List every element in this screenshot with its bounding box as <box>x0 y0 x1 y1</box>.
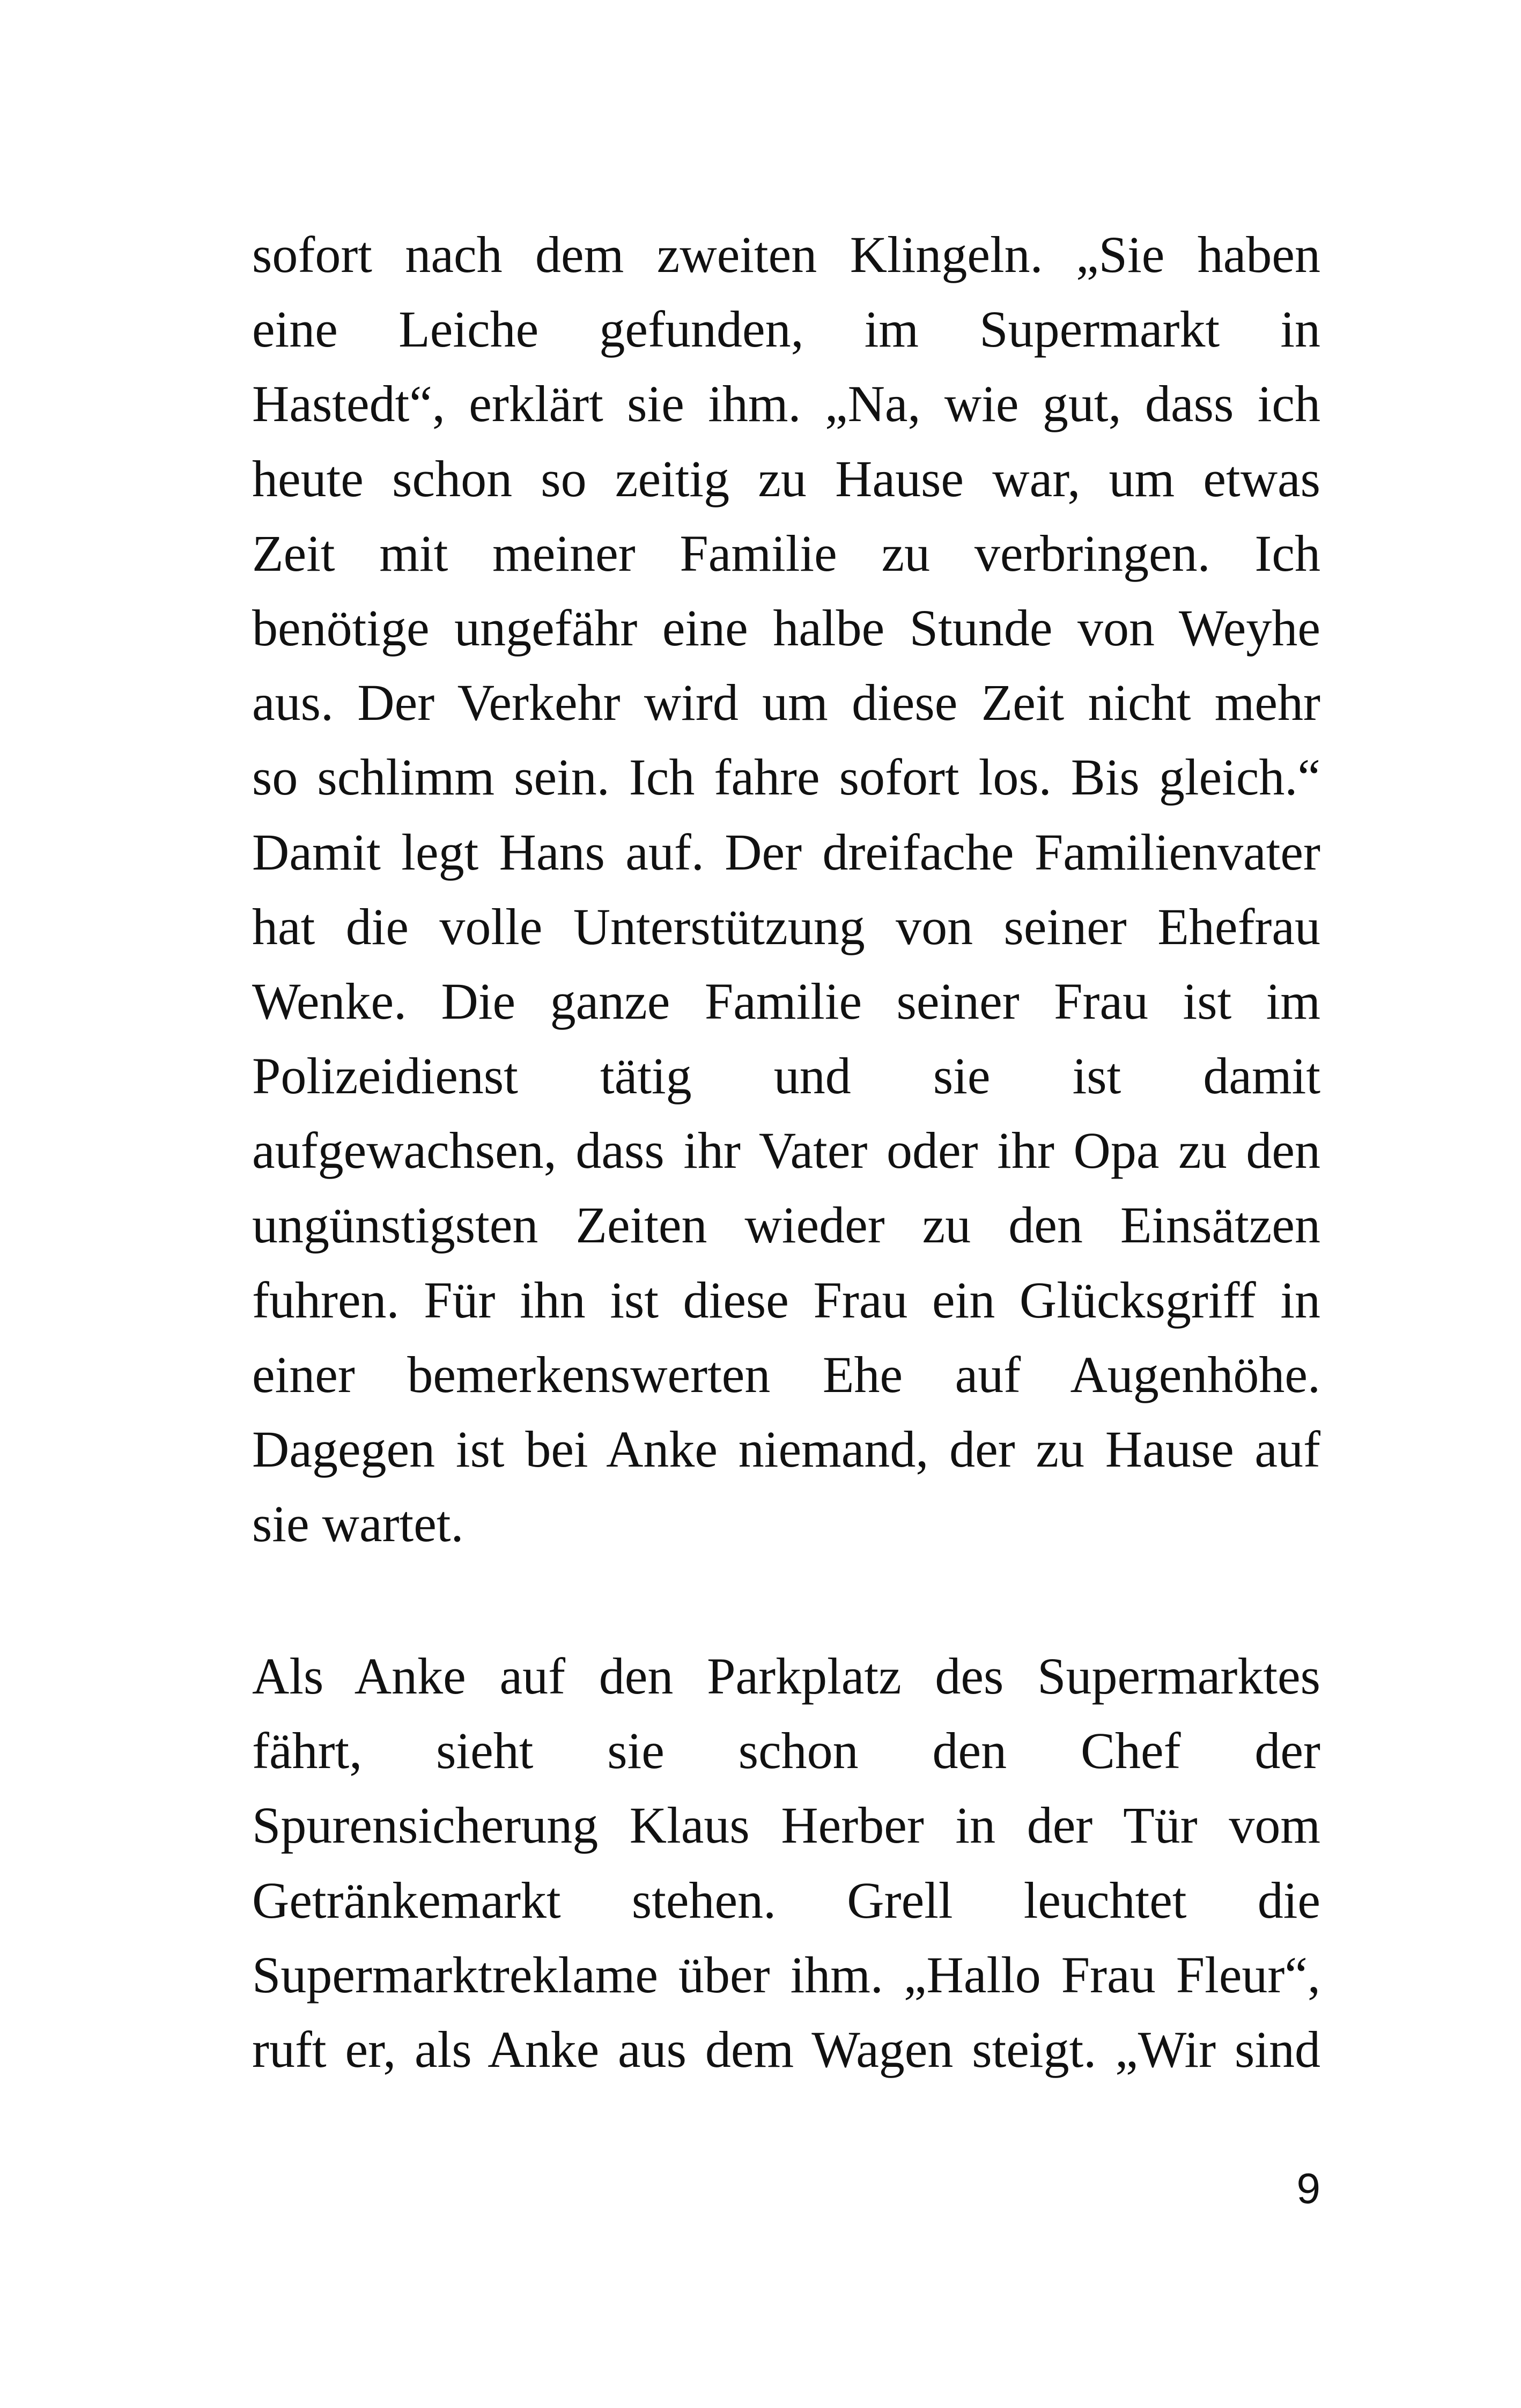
text-line: Wenke. Die ganze Familie seiner Frau ist im <box>252 972 1320 1030</box>
text-line: so schlimm sein. Ich fahre sofort los. Bis gleich.“ <box>252 748 1320 806</box>
text-line: eine Leiche gefunden, im Supermarkt in <box>252 300 1320 358</box>
text-line: einer bemerkenswerten Ehe auf Augenhöhe. <box>252 1345 1320 1403</box>
text-line: aufgewachsen, dass ihr Vater oder ihr Opa zu den <box>252 1122 1320 1180</box>
text-line: Getränkemarkt stehen. Grell leuchtet die <box>252 1871 1320 1929</box>
text-line: heute schon so zeitig zu Hause war, um etwas <box>252 450 1320 507</box>
text-line: ruft er, als Anke aus dem Wagen steigt. „Wir sind <box>252 2020 1320 2078</box>
text-line: fuhren. Für ihn ist diese Frau ein Glücksgriff in <box>252 1271 1320 1329</box>
text-line: Zeit mit meiner Familie zu verbringen. Ich <box>252 524 1320 582</box>
text-line: fährt, sieht sie schon den Chef der <box>252 1722 1320 1780</box>
text-line: Hastedt“, erklärt sie ihm. „Na, wie gut, dass ich <box>252 375 1320 433</box>
paragraph-1 <box>252 217 1320 1561</box>
text-line: aus. Der Verkehr wird um diese Zeit nicht mehr <box>252 674 1320 732</box>
paragraph-2 <box>252 1639 1320 2087</box>
text-line-last: sie wartet. <box>252 1495 464 1553</box>
text-line: Damit legt Hans auf. Der dreifache Familienvater <box>252 823 1320 881</box>
text-line: Supermarktreklame über ihm. „Hallo Frau Fleur“, <box>252 1946 1320 2004</box>
text-line: Spurensicherung Klaus Herber in der Tür vom <box>252 1796 1320 1854</box>
text-line: hat die volle Unterstützung von seiner Ehefrau <box>252 897 1320 955</box>
page-number: 9 <box>1296 2164 1320 2212</box>
text-line: Als Anke auf den Parkplatz des Supermarktes <box>252 1647 1320 1705</box>
text-line: benötige ungefähr eine halbe Stunde von Weyhe <box>252 599 1320 657</box>
text-line: ungünstigsten Zeiten wieder zu den Einsätzen <box>252 1196 1320 1254</box>
text-line: Polizeidienst tätig und sie ist damit <box>252 1047 1320 1105</box>
text-line: Dagegen ist bei Anke niemand, der zu Hause auf <box>252 1420 1320 1478</box>
text-line: sofort nach dem zweiten Klingeln. „Sie haben <box>252 226 1320 283</box>
